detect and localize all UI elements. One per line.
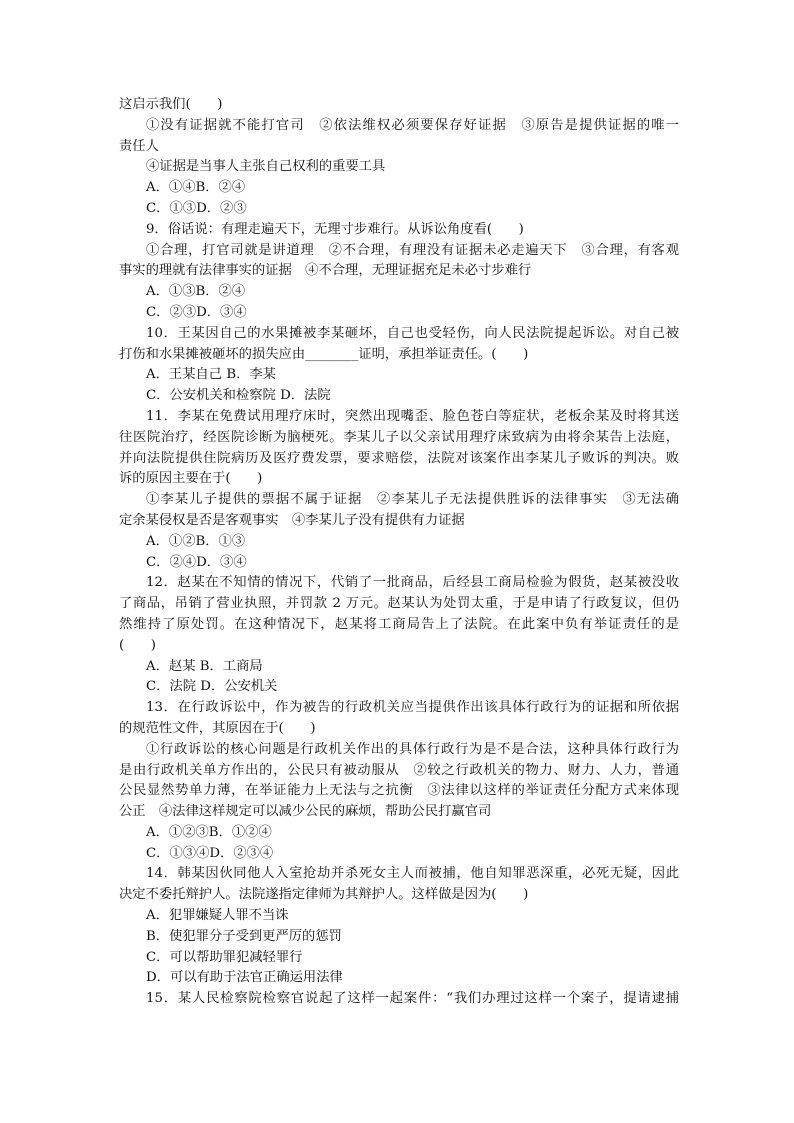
text-line: A．①③B．②④ [146, 284, 246, 300]
text-line: 了商品，吊销了营业执照，并罚款 2 万元。赵某认为处罚太重，于是申请了行政复议，但仍 [119, 596, 679, 612]
document-page [119, 95, 679, 1010]
text-line: 诉的原因主要在于( ) [119, 471, 263, 487]
text-line: 14．韩某因伙同他人入室抢劫并杀死女主人而被捕，他自知罪恶深重，必死无疑，因此 [146, 866, 679, 882]
text-line: 这启示我们( ) [119, 97, 223, 112]
text-line: 责任人 [119, 138, 159, 154]
text-line: ①李某儿子提供的票据不属于证据 ②李某儿子无法提供胜诉的法律事实 ③无法确 [146, 492, 679, 508]
text-line: 决定不委托辩护人。法院遂指定律师为其辩护人。这样做是因为( ) [119, 887, 529, 903]
text-line: ( ) [119, 637, 156, 653]
text-line: C．①③④D．②③④ [146, 845, 274, 861]
text-line: 10．王某因自己的水果摊被李某砸坏，自己也受轻伤，向人民法院提起诉讼。对自己被 [146, 325, 679, 341]
text-line: 打伤和水果摊被砸坏的损失应由________证明，承担举证责任。( ) [119, 346, 529, 362]
text-line: ①合理，打官司就是讲道理 ②不合理，有理没有证据未必走遍天下 ③合理，有客观 [146, 242, 679, 258]
text-line: 公正 ④法律这样规定可以减少公民的麻烦，帮助公民打赢官司 [119, 804, 492, 820]
text-line: D．可以有助于法官正确运用法律 [146, 970, 343, 986]
text-line: 往医院治疗，经医院诊断为脑梗死。李某儿子以父亲试用理疗床致病为由将余某告上法庭， [119, 429, 679, 445]
text-line: C．法院 D．公安机关 [146, 679, 278, 695]
text-line: 是由行政机关单方作出的，公民只有被动服从 ②较之行政机关的物力、财力、人力，普通 [119, 762, 679, 778]
text-line: ①没有证据就不能打官司 ②依法维权必须要保存好证据 ③原告是提供证据的唯一 [146, 117, 679, 133]
text-line: 9．俗话说：有理走遍天下，无理寸步难行。从诉讼角度看( ) [146, 221, 524, 237]
text-line: A．王某自己 B．李某 [146, 367, 276, 383]
text-line: A．①④B．②④ [146, 180, 246, 196]
text-line: ①行政诉讼的核心问题是行政机关作出的具体行政行为是不是合法，这种具体行政行为 [146, 741, 679, 757]
text-line: B．使犯罪分子受到更严厉的惩罚 [146, 928, 342, 944]
text-line: C．可以帮助罪犯减轻罪行 [146, 949, 303, 965]
text-line: 公民显然势单力薄，在举证能力上无法与之抗衡 ③法律以这样的举证责任分配方式来体现 [119, 783, 679, 799]
text-line: C．①③D．②③ [146, 200, 247, 216]
text-line: ④证据是当事人主张自己权利的重要工具 [146, 159, 386, 175]
text-line: C．②③D．③④ [146, 304, 247, 320]
text-line: C．②④D．③④ [146, 554, 247, 570]
text-line: 13．在行政诉讼中，作为被告的行政机关应当提供作出该具体行政行为的证据和所依据 [146, 700, 679, 716]
text-line: 的规范性文件，其原因在于( ) [119, 720, 316, 736]
text-line: 12．赵某在不知情的情况下，代销了一批商品，后经县工商局检验为假货，赵某被没收 [146, 575, 679, 591]
text-line: A．①②③B．①②④ [146, 824, 272, 840]
text-line: 事实的理就有法律事实的证据 ④不合理，无理证据充足未必寸步难行 [119, 263, 532, 279]
text-line: A．①②B．①③ [146, 533, 246, 549]
text-line: 11．李某在免费试用理疗床时，突然出现嘴歪、脸色苍白等症状，老板余某及时将其送 [146, 408, 679, 424]
text-line: A．赵某 B．工商局 [146, 658, 263, 674]
text-line: 15．某人民检察院检察官说起了这样一起案件：“我们办理过这样一个案子，提请逮捕 [146, 991, 679, 1007]
text-line: 然维持了原处罚。在这种情况下，赵某将工商局告上了法院。在此案中负有举证责任的是 [119, 616, 679, 632]
text-line: A．犯罪嫌疑人罪不当诛 [146, 908, 289, 924]
text-line: 定余某侵权是否是客观事实 ④李某儿子没有提供有力证据 [119, 512, 465, 528]
text-line: 并向法院提供住院病历及医疗费发票，要求赔偿，法院对该案作出李某儿子败诉的判决。败 [119, 450, 679, 466]
text-line: C．公安机关和检察院 D．法院 [146, 388, 331, 404]
